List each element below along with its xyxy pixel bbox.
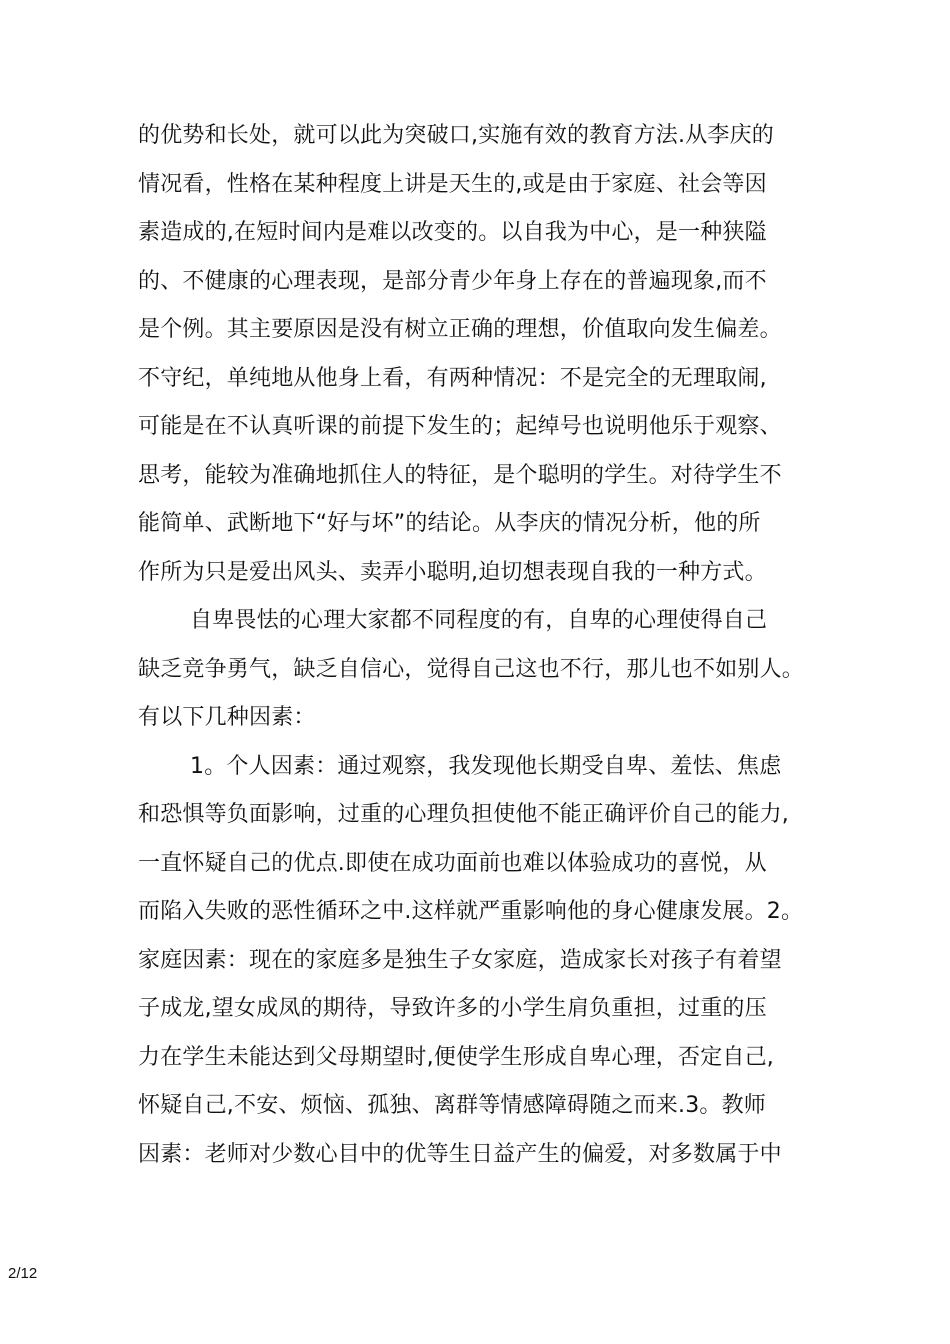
text-line-13: 有以下几种因素： (138, 705, 316, 730)
text-line-15: 和恐惧等负面影响，过重的心理负担使他不能正确评价自己的能力, (138, 802, 789, 827)
text-line-17: 而陷入失败的恶性循环之中.这样就严重影响他的身心健康发展。2。 (138, 899, 804, 924)
text-line-12: 缺乏竞争勇气，缺乏自信心，觉得自己这也不行，那儿也不如别人。 (138, 656, 805, 682)
text-line-22: 因素：老师对少数心目中的优等生日益产生的偏爱，对多数属于中 (138, 1141, 782, 1167)
text-line-2: 情况看，性格在某种程度上讲是天生的,或是由于家庭、社会等因 (138, 171, 767, 197)
body-text (138, 112, 838, 1179)
text-line-14: 1。个人因素：通过观察，我发现他长期受自卑、羞怯、焦虑 (190, 753, 782, 779)
text-line-8: 思考，能较为准确地抓住人的特征，是个聪明的学生。对待学生不 (138, 462, 782, 488)
text-line-11: 自卑畏怯的心理大家都不同程度的有，自卑的心理使得自己 (190, 608, 768, 633)
text-line-5: 是个例。其主要原因是没有树立正确的理想，价值取向发生偏差。 (138, 317, 782, 342)
text-line-19: 子成龙,望女成凤的期待，导致许多的小学生肩负重担，过重的压 (138, 996, 767, 1021)
text-line-4: 的、不健康的心理表现，是部分青少年身上存在的普遍现象,而不 (138, 268, 767, 294)
text-line-1: 的优势和长处，就可以此为突破口,实施有效的教育方法.从李庆的 (138, 123, 774, 148)
text-line-16: 一直怀疑自己的优点.即使在成功面前也难以体验成功的喜悦，从 (138, 850, 767, 876)
text-line-6: 不守纪，单纯地从他身上看，有两种情况：不是完全的无理取闹, (138, 365, 767, 391)
text-line-7: 可能是在不认真听课的前提下发生的；起绰号也说明他乐于观察、 (138, 414, 782, 439)
text-line-10: 作所为只是爱出风头、卖弄小聪明,迫切想表现自我的一种方式。 (138, 559, 767, 585)
text-line-21: 怀疑自己,不安、烦恼、孤独、离群等情感障碍随之而来.3。教师 (138, 1093, 766, 1118)
text-line-9: 能简单、武断地下“好与坏”的结论。从李庆的情况分析，他的所 (138, 511, 761, 536)
text-line-18: 家庭因素：现在的家庭多是独生子女家庭，造成家长对孩子有着望 (138, 947, 782, 973)
text-line-20: 力在学生未能达到父母期望时,便使学生形成自卑心理，否定自己, (138, 1044, 774, 1070)
page-number: 2/12 (8, 1265, 38, 1282)
text-line-3: 素造成的,在短时间内是难以改变的。以自我为中心，是一种狭隘 (138, 220, 767, 245)
